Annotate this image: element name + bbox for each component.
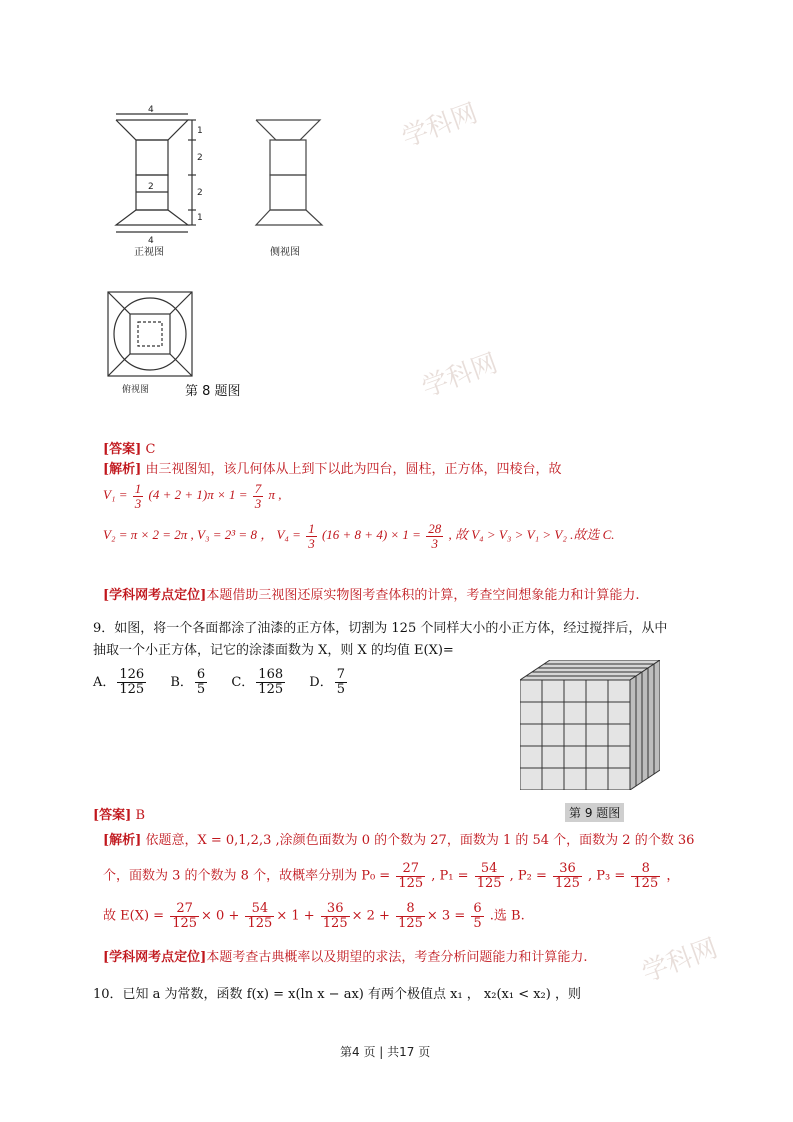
q8-point-line: [103, 584, 639, 603]
dim-h3: 2: [197, 188, 203, 198]
q9-point-line: [103, 946, 587, 965]
top-view-drawing: [108, 292, 192, 376]
point-tag: [学科网考点定位]: [103, 588, 207, 603]
watermark: 学科网: [398, 98, 482, 154]
fraction: $\frac{1}{3}$: [134, 481, 142, 511]
answer-tag: [答案]: [103, 442, 142, 457]
q9-analysis-line2: 个，面数为 3 的个数为 8 个，故概率分别为 P₀ = $\frac{27}{125}$ , P₁ = $\frac{54}{125}$ , P₂ = $\frac{36}{125}$ , P₃ = $\frac{8}{125}$ ，: [103, 861, 680, 891]
fraction: $\frac{1}{3}$: [308, 521, 315, 551]
dim-h4: 1: [197, 213, 203, 223]
point-tag: [学科网考点定位]: [103, 950, 207, 965]
fraction: $\frac{28}{3}$: [428, 521, 442, 551]
analysis-tag: [解析]: [103, 462, 142, 477]
dim-h2: 2: [197, 153, 203, 163]
q8-analysis-line: [103, 458, 561, 477]
front-view-label: 正视图: [134, 247, 164, 258]
dim-h1: 1: [197, 126, 203, 136]
eq-text: , 故 V₄ > V₃ > V₁ > V₂ .故选 C.: [448, 527, 615, 543]
fraction: $\frac{7}{3}$: [254, 481, 262, 511]
option-b[interactable]: B． $\frac{6}{5}$: [170, 667, 206, 697]
dim-bottom: 4: [148, 236, 154, 246]
q9-stem-line2: 抽取一个小正方体，记它的涂漆面数为 X，则 X 的均值 E(X)=: [93, 643, 454, 658]
watermark: 学科网: [418, 348, 502, 404]
q9-stem-line1: 9．如图，将一个各面都涂了油漆的正方体，切割为 125 个同样大小的小正方体，经过搅拌后，从中: [93, 621, 668, 636]
option-a[interactable]: A． $\frac{126}{125}$: [93, 667, 145, 697]
eq-text: V₁ =: [103, 487, 128, 503]
dim-top: 4: [148, 105, 154, 115]
eq-text: V₂ = π × 2 = 2π , V₃ = 2³ = 8 ，: [103, 527, 274, 543]
side-view-label: 侧视图: [270, 247, 300, 258]
option-d[interactable]: D． $\frac{7}{5}$: [309, 667, 345, 697]
q8-answer-line: [103, 438, 155, 457]
point-text: 本题考查古典概率以及期望的求法，考查分析问题能力和计算能力.: [206, 950, 588, 965]
q8-v2-v4-equation: [103, 522, 615, 550]
front-view-drawing: [116, 114, 196, 232]
q8-v1-equation: [103, 482, 282, 510]
option-c[interactable]: C． $\frac{168}{125}$: [231, 667, 284, 697]
cube-figure: [520, 660, 660, 790]
eq-text: (16 + 8 + 4) × 1 =: [321, 527, 421, 543]
q9-options: [93, 668, 349, 696]
point-text: 本题借助三视图还原实物图考查体积的计算，考查空间想象能力和计算能力.: [206, 588, 640, 603]
eq-text: (4 + 2 + 1)π × 1 =: [148, 487, 248, 503]
eq-text: π ,: [268, 487, 282, 503]
analysis-text: 由三视图知，该几何体从上到下以此为四台，圆柱，正方体，四棱台，故: [145, 462, 562, 477]
q9-analysis-line1: [103, 829, 694, 848]
top-view-label: 俯视图: [122, 385, 150, 395]
q9-answer-line: [93, 804, 145, 823]
analysis-tag: [解析]: [103, 833, 142, 848]
eq-text: V₄ =: [276, 527, 301, 543]
figure-8-three-views: [100, 100, 330, 400]
q10-stem: 10．已知 a 为常数，函数 f(x) = x(ln x − ax) 有两个极值点 x₁ ， x₂(x₁ < x₂) ，则: [93, 987, 581, 1002]
side-view-drawing: [256, 120, 322, 225]
answer-value: B: [135, 808, 146, 823]
dim-mid: 2: [148, 182, 154, 192]
page-footer: 第4 页 | 共17 页: [340, 1045, 431, 1059]
eq-text: 个，面数为 3 的个数为 8 个，故概率分别为 P₀ =: [103, 868, 391, 884]
watermark: 学科网: [638, 933, 722, 989]
figure-8-caption: 第 8 题图: [185, 384, 241, 399]
answer-value: C: [145, 442, 156, 457]
q9-expectation-line: 故 E(X) = $\frac{27}{125}$ × 0 + $\frac{54}{125}$ × 1 + $\frac{36}{125}$ × 2 + $\frac{8}{125}$ × 3 = $\frac{6}{5}$ .选 B.: [103, 901, 525, 931]
answer-tag: [答案]: [93, 808, 132, 823]
analysis-text: 依题意，X = 0,1,2,3 ,涂颜色面数为 0 的个数为 27，面数为 1 的 54 个，面数为 2 的个数 36: [145, 833, 695, 848]
figure-9-caption: 第 9 题图: [565, 803, 624, 822]
